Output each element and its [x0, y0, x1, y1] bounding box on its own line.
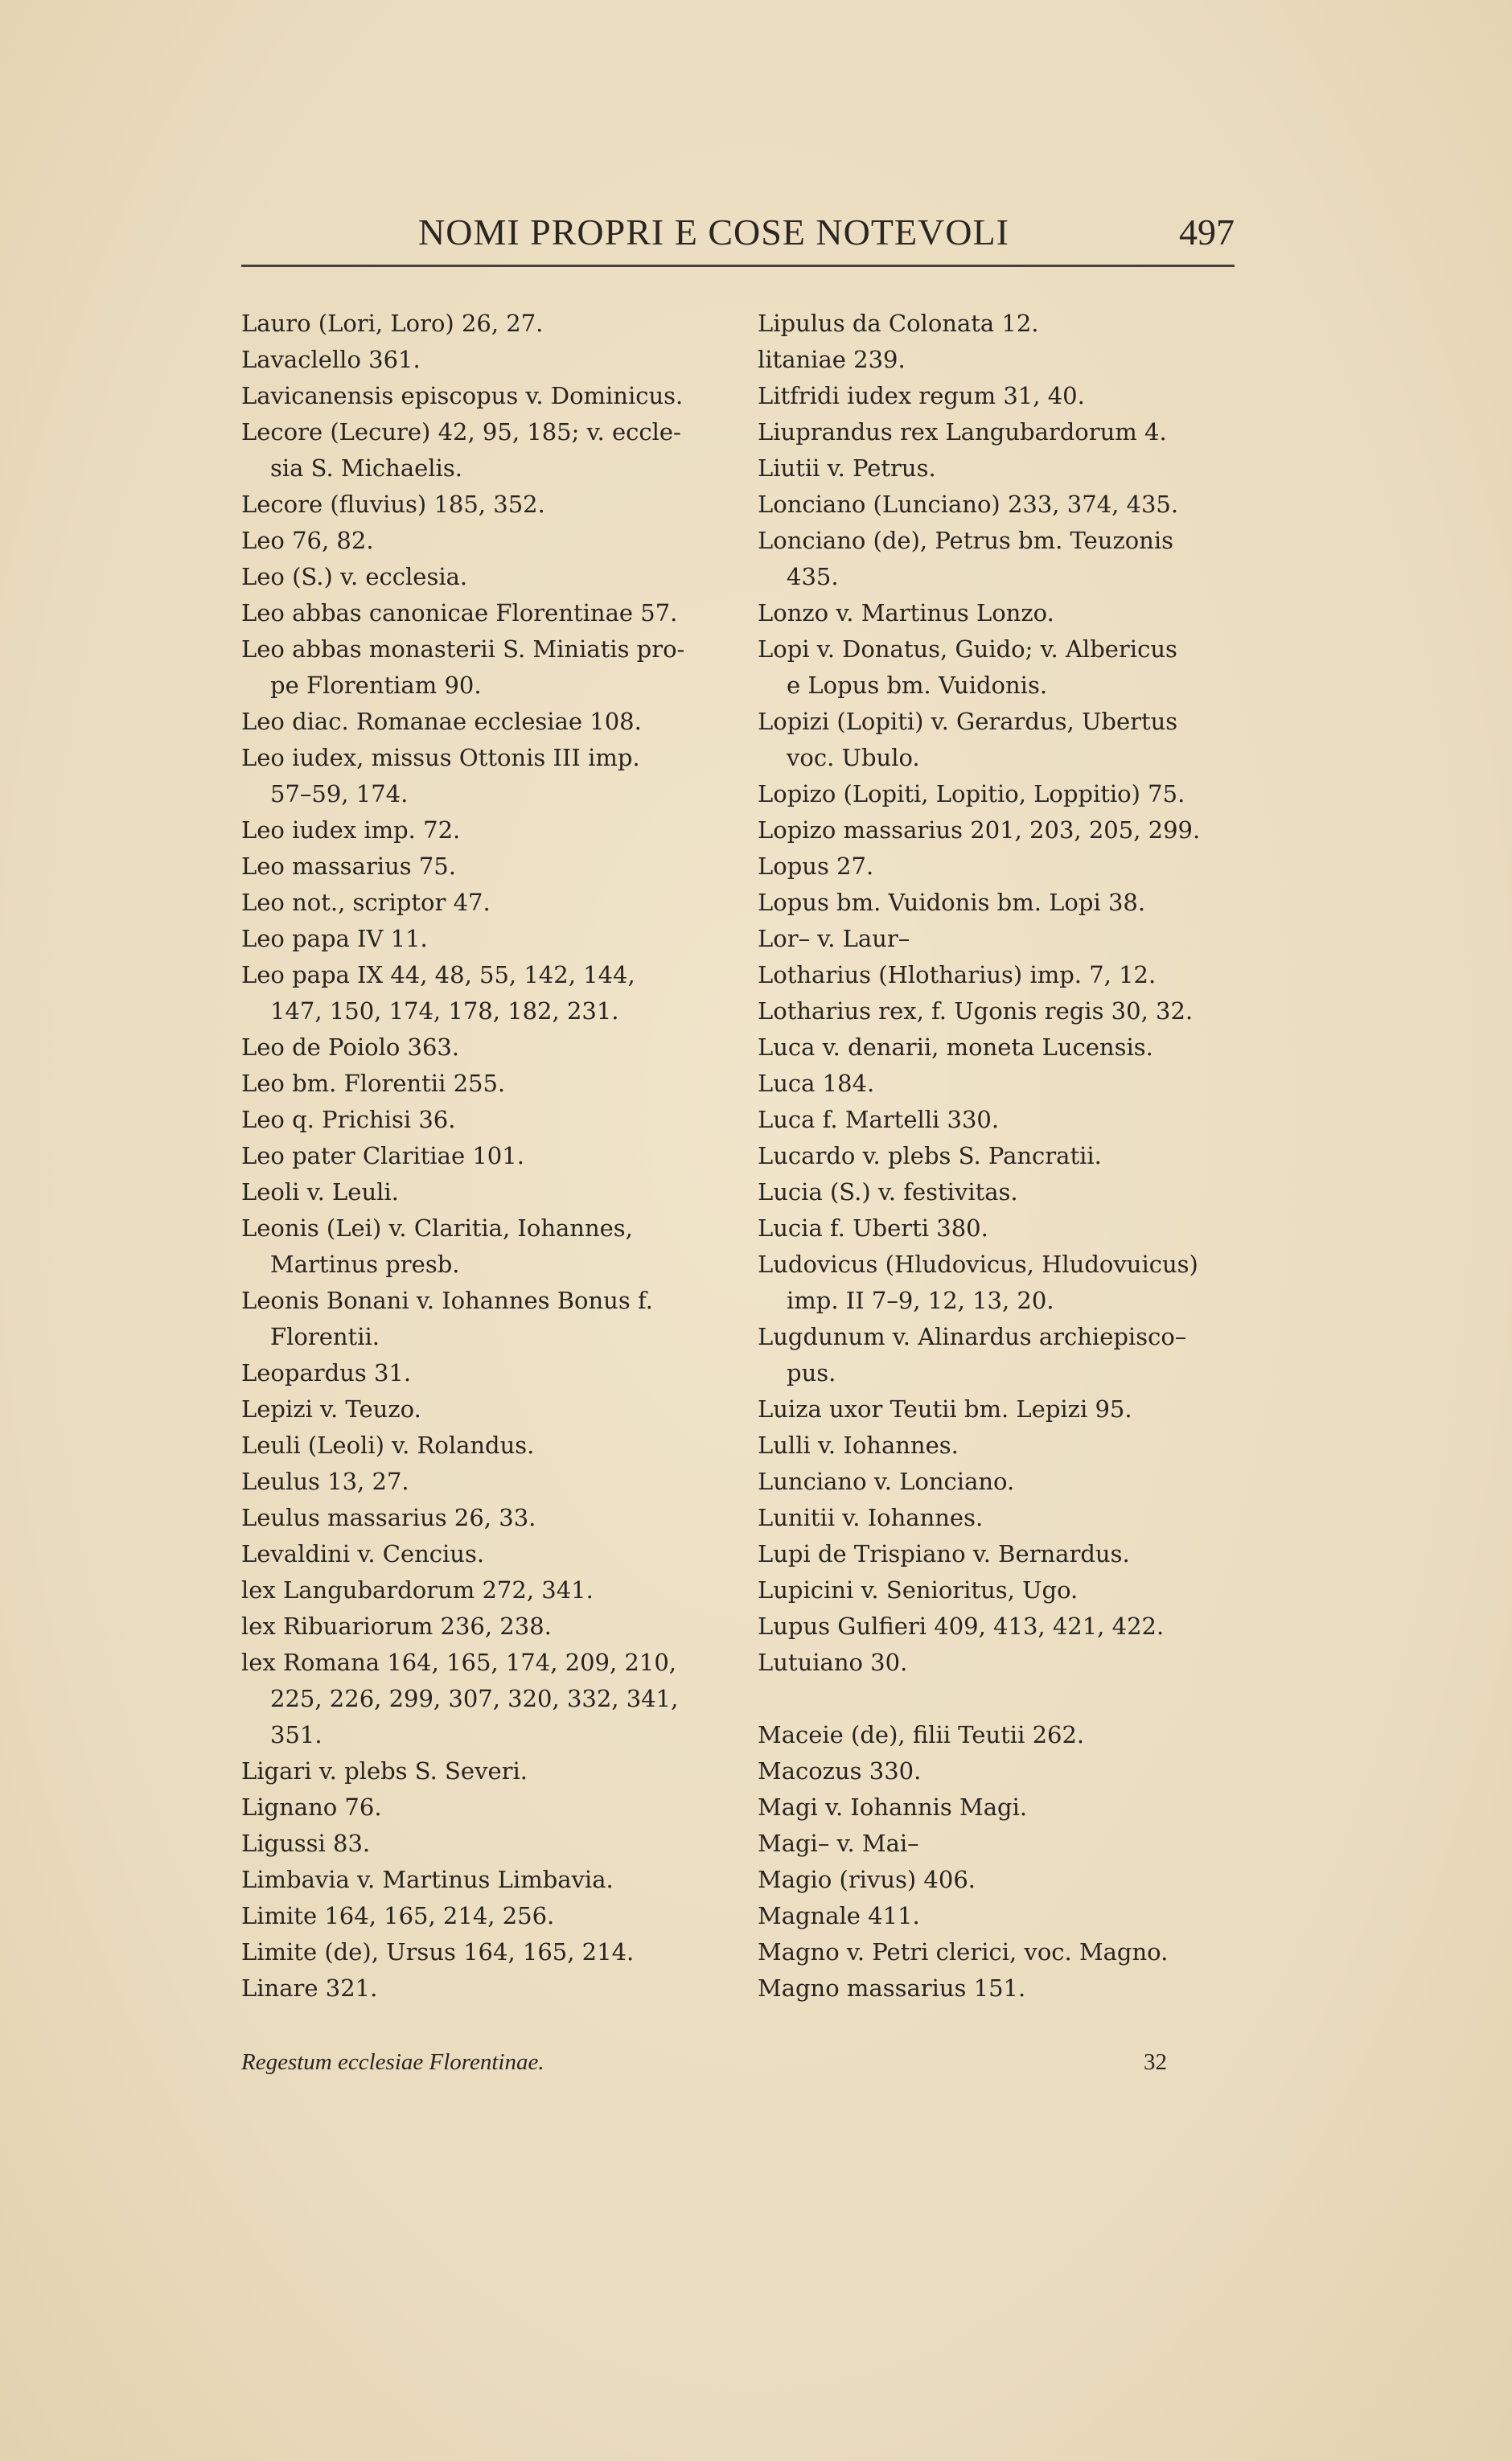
index-entry: Leulus 13, 27.: [241, 1468, 409, 1495]
section-gap: [758, 1681, 1240, 1717]
index-entry: Lunciano v. Lonciano.: [758, 1468, 1015, 1495]
index-entry: Magno massarius 151.: [758, 1974, 1026, 2002]
index-entry: Leo papa IV 11.: [241, 925, 428, 952]
index-entry: Lonciano (Lunciano) 233, 374, 435.: [758, 491, 1179, 518]
index-entry: Lecore (Lecure) 42, 95, 185; v. eccle-: [241, 418, 681, 446]
index-entry: Lugdunum v. Alinardus archiepisco–: [758, 1323, 1187, 1350]
index-entry: Macozus 330.: [758, 1757, 922, 1785]
index-entry-continuation: 147, 150, 174, 178, 182, 231.: [270, 997, 619, 1025]
index-entry-continuation: e Lopus bm. Vuidonis.: [787, 672, 1048, 699]
index-entry: Levaldini v. Cencius.: [241, 1540, 485, 1567]
index-entry: Ligari v. plebs S. Severi.: [241, 1757, 528, 1785]
index-entry: Ludovicus (Hludovicus, Hludovuicus): [758, 1251, 1198, 1278]
index-entry: Lopizo (Lopiti, Lopitio, Loppitio) 75.: [758, 780, 1185, 807]
index-entry: Lotharius (Hlotharius) imp. 7, 12.: [758, 961, 1157, 988]
index-entry: Lignano 76.: [241, 1793, 382, 1821]
footer-title: Regestum ecclesiae Florentinae.: [241, 2049, 544, 2075]
index-entry: Lor– v. Laur–: [758, 925, 910, 952]
index-entry: Leo not., scriptor 47.: [241, 889, 491, 916]
index-entry: Lupus Gulfieri 409, 413, 421, 422.: [758, 1613, 1165, 1640]
page-number: 497: [1179, 212, 1235, 253]
index-entry: litaniae 239.: [758, 346, 906, 373]
index-entry: Lopus bm. Vuidonis bm. Lopi 38.: [758, 889, 1146, 916]
index-entry: Lauro (Lori, Loro) 26, 27.: [241, 310, 544, 337]
index-entry: Magi– v. Mai–: [758, 1830, 919, 1857]
index-entry: Leo pater Claritiae 101.: [241, 1142, 524, 1169]
index-entry: Lutuiano 30.: [758, 1649, 908, 1676]
index-entry: Limite (de), Ursus 164, 165, 214.: [241, 1938, 635, 1966]
index-entry: Liutii v. Petrus.: [758, 454, 936, 482]
index-entry: Magi v. Iohannis Magi.: [758, 1793, 1028, 1821]
index-entry-continuation: 435.: [787, 563, 839, 590]
index-entry: Luca f. Martelli 330.: [758, 1106, 1000, 1133]
index-entry: Linare 321.: [241, 1974, 378, 2002]
index-entry: Limbavia v. Martinus Limbavia.: [241, 1866, 614, 1893]
index-entry: Leo abbas canonicae Florentinae 57.: [241, 599, 678, 627]
index-entry: Lonzo v. Martinus Lonzo.: [758, 599, 1054, 627]
index-entry: lex Langubardorum 272, 341.: [241, 1576, 594, 1604]
index-entry: Lupi de Trispiano v. Bernardus.: [758, 1540, 1130, 1567]
index-entry: Leoli v. Leuli.: [241, 1178, 399, 1206]
index-entry: Leo 76, 82.: [241, 527, 374, 554]
index-entry: Magnale 411.: [758, 1902, 920, 1929]
index-entry: Ligussi 83.: [241, 1830, 371, 1857]
index-entry: Liuprandus rex Langubardorum 4.: [758, 418, 1167, 446]
index-entry: Lucia (S.) v. festivitas.: [758, 1178, 1018, 1206]
signature-mark: 32: [1144, 2049, 1167, 2075]
index-entry: Lucia f. Uberti 380.: [758, 1214, 988, 1242]
index-entry: Lipulus da Colonata 12.: [758, 310, 1039, 337]
index-entry: Leo massarius 75.: [241, 853, 456, 880]
index-entry: Leo papa IX 44, 48, 55, 142, 144,: [241, 961, 635, 988]
index-entry: Leo (S.) v. ecclesia.: [241, 563, 468, 590]
index-entry: Leo bm. Florentii 255.: [241, 1070, 506, 1097]
index-entry: Leuli (Leoli) v. Rolandus.: [241, 1432, 535, 1459]
index-entry: Lupicini v. Senioritus, Ugo.: [758, 1576, 1079, 1604]
index-entry: Leo q. Prichisi 36.: [241, 1106, 456, 1133]
index-entry-continuation: 57–59, 174.: [270, 780, 409, 807]
index-entry: Leonis (Lei) v. Claritia, Iohannes,: [241, 1214, 633, 1242]
index-entry: Limite 164, 165, 214, 256.: [241, 1902, 555, 1929]
index-entry: Lulli v. Iohannes.: [758, 1432, 959, 1459]
index-entry: Lopizo massarius 201, 203, 205, 299.: [758, 816, 1201, 844]
index-entry: Lavaclello 361.: [241, 346, 421, 373]
index-entry-continuation: 351.: [270, 1721, 323, 1748]
index-column-right: [758, 306, 1240, 2007]
index-entry-continuation: pe Florentiam 90.: [270, 672, 482, 699]
index-entry-continuation: sia S. Michaelis.: [270, 454, 462, 482]
index-entry-continuation: imp. II 7–9, 12, 13, 20.: [787, 1287, 1054, 1314]
index-entry: Lopizi (Lopiti) v. Gerardus, Ubertus: [758, 708, 1178, 735]
index-entry: Luiza uxor Teutii bm. Lepizi 95.: [758, 1395, 1132, 1423]
index-entry: Leonis Bonani v. Iohannes Bonus f.: [241, 1287, 653, 1314]
index-entry: Leulus massarius 26, 33.: [241, 1504, 536, 1531]
index-entry: Lecore (fluvius) 185, 352.: [241, 491, 545, 518]
index-column-left: [241, 306, 724, 2007]
index-entry: Magno v. Petri clerici, voc. Magno.: [758, 1938, 1169, 1966]
index-entry: lex Romana 164, 165, 174, 209, 210,: [241, 1649, 677, 1676]
index-entry: Lepizi v. Teuzo.: [241, 1395, 421, 1423]
running-title: NOMI PROPRI E COSE NOTEVOLI: [418, 212, 1009, 253]
index-entry: Leo abbas monasterii S. Miniatis pro-: [241, 635, 685, 663]
index-entry: Leo iudex, missus Ottonis III imp.: [241, 744, 640, 771]
index-entry: Maceie (de), filii Teutii 262.: [758, 1721, 1085, 1748]
index-entry: Lavicanensis episcopus v. Dominicus.: [241, 382, 684, 409]
index-entry: Leo diac. Romanae ecclesiae 108.: [241, 708, 642, 735]
index-entry: Lopus 27.: [758, 853, 874, 880]
index-entry-continuation: 225, 226, 299, 307, 320, 332, 341,: [270, 1685, 679, 1712]
index-entry: Magio (rivus) 406.: [758, 1866, 976, 1893]
index-entry: Litfridi iudex regum 31, 40.: [758, 382, 1085, 409]
index-entry: Lotharius rex, f. Ugonis regis 30, 32.: [758, 997, 1194, 1025]
index-entry: Leopardus 31.: [241, 1359, 412, 1387]
index-entry: lex Ribuariorum 236, 238.: [241, 1613, 552, 1640]
page-header: [241, 211, 1235, 269]
index-entry: Leo de Poiolo 363.: [241, 1033, 460, 1061]
index-entry-continuation: pus.: [787, 1359, 836, 1387]
index-entry: Lucardo v. plebs S. Pancratii.: [758, 1142, 1102, 1169]
index-entry: Luca v. denarii, moneta Lucensis.: [758, 1033, 1153, 1061]
index-entry: Luca 184.: [758, 1070, 875, 1097]
index-entry: Lunitii v. Iohannes.: [758, 1504, 984, 1531]
index-entry-continuation: Martinus presb.: [270, 1251, 460, 1278]
index-entry: Lopi v. Donatus, Guido; v. Albericus: [758, 635, 1177, 663]
index-entry: Lonciano (de), Petrus bm. Teuzonis: [758, 527, 1174, 554]
index-entry: Leo iudex imp. 72.: [241, 816, 461, 844]
index-entry-continuation: Florentii.: [270, 1323, 380, 1350]
index-entry-continuation: voc. Ubulo.: [787, 744, 920, 771]
header-rule: [241, 265, 1235, 267]
